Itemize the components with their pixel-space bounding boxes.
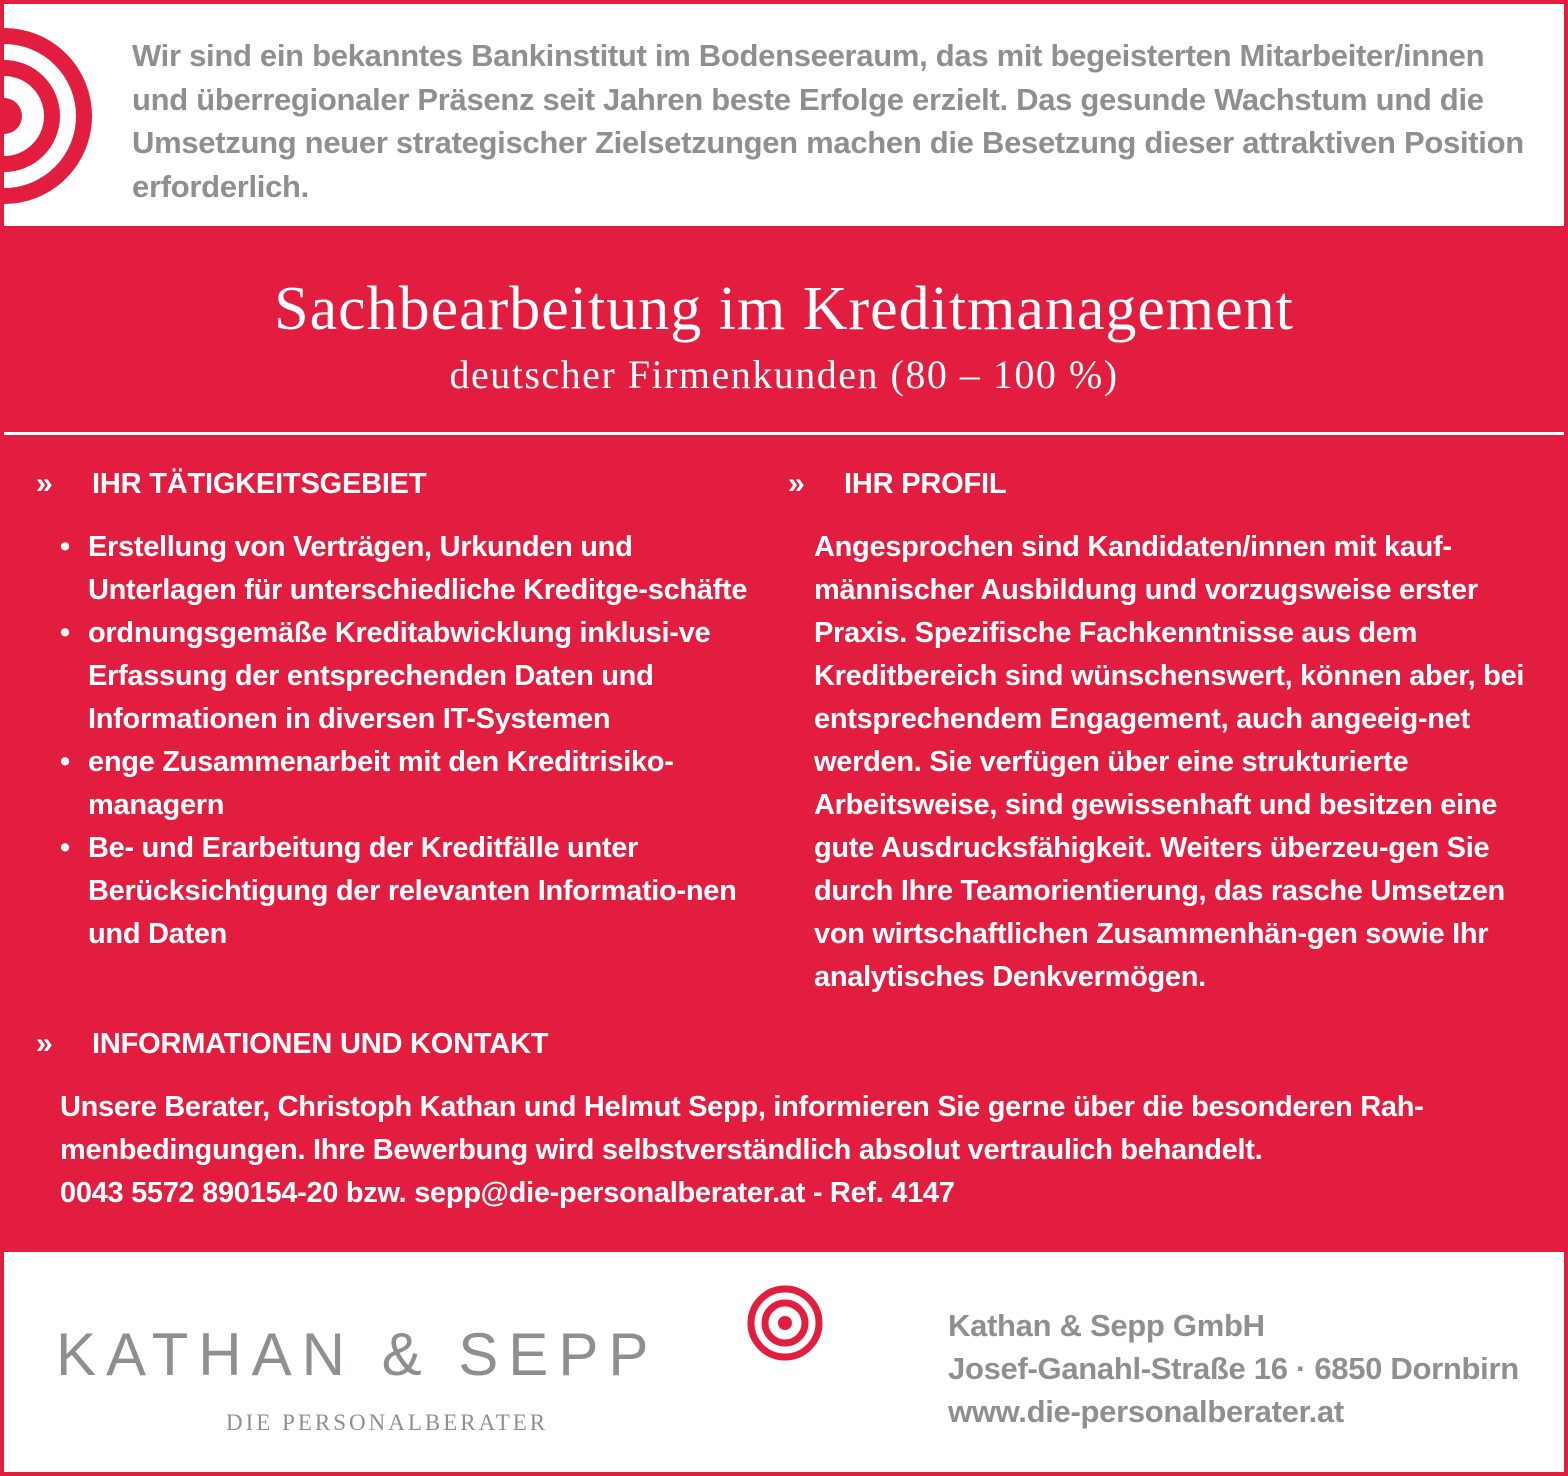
profil-heading-label: IHR PROFIL xyxy=(844,468,1007,500)
profil-text: Angesprochen sind Kandidaten/innen mit kauf-männischer Ausbildung und vorzugsweise erster Praxis. Spezifische Fachkenntnisse aus dem Kreditbereich sind wünschenswert, können aber, bei entsprechendem Engagement, auch angeeig-net werden. Sie verfügen über eine strukturierte Arbeitsweise, sind gewissenhaft und besitzen eine gute Ausdrucksfähigkeit. Weiters überzeu-gen Sie durch Ihre Teamorientierung, das rasche Umsetzen von wirtschaftlichen Zusammenhän-gen sowie Ihr analytisches Denkvermögen. xyxy=(814,531,1525,993)
list-item xyxy=(60,741,780,827)
target-icon xyxy=(4,26,104,206)
bullet-icon: • xyxy=(60,617,70,649)
job-title-block xyxy=(4,226,1564,435)
company-website[interactable]: www.die-personalberater.at xyxy=(948,1394,1344,1429)
job-subtitle: deutscher Firmenkunden (80 – 100 %) xyxy=(449,352,1119,397)
chevron-double-right-icon: » xyxy=(36,467,53,500)
list-item-text: Be- und Erarbeitung der Kreditfälle unter Berücksichtigung der relevanten Informatio-nen und Daten xyxy=(88,832,737,950)
kontakt-heading xyxy=(36,1026,548,1062)
logo-tagline: DIE PERSONALBERATER xyxy=(226,1410,549,1435)
list-item-text: enge Zusammenarbeit mit den Kreditrisiko-managern xyxy=(88,746,674,821)
list-item xyxy=(60,612,780,741)
intro-section xyxy=(4,4,1564,226)
bullet-icon: • xyxy=(60,746,70,778)
chevron-double-right-icon: » xyxy=(36,1027,53,1060)
company-name: Kathan & Sepp GmbH xyxy=(948,1308,1265,1343)
taetigkeit-heading-label: IHR TÄTIGKEITSGEBIET xyxy=(92,468,427,500)
intro-text: Wir sind ein bekanntes Bankinstitut im Bodenseeraum, das mit begeisterten Mitarbeiter/innen und überregionaler Präsenz seit Jahren beste Erfolge erzielt. Das gesunde Wachstum und die Umsetzung neuer strategischer Zielsetzungen machen die Besetzung dieser attraktiven Position erforderlich. xyxy=(132,38,1524,204)
company-street: Josef-Ganahl-Straße 16 · 6850 Dornbirn xyxy=(948,1351,1519,1386)
chevron-double-right-icon: » xyxy=(788,467,805,500)
target-icon xyxy=(746,1284,824,1362)
list-item-text: Erstellung von Verträgen, Urkunden und Unterlagen für unterschiedliche Kreditge-schäfte xyxy=(88,531,748,606)
company-address xyxy=(948,1304,1548,1433)
job-title: Sachbearbeitung im Kreditmanagement xyxy=(274,275,1294,343)
footer xyxy=(4,1252,1564,1476)
list-item xyxy=(60,827,780,956)
main-panel xyxy=(4,226,1564,1252)
list-item xyxy=(60,526,780,612)
bullet-icon: • xyxy=(60,531,70,563)
list-item-text: ordnungsgemäße Kreditabwicklung inklusi-ve Erfassung der entsprechenden Daten und Informationen in diversen IT-Systemen xyxy=(88,617,711,735)
kontakt-text: Unsere Berater, Christoph Kathan und Helmut Sepp, informieren Sie gerne über die besonderen Rah-menbedingungen. Ihre Bewerbung wird selbstverständlich absolut vertraulich behandelt. xyxy=(60,1091,1424,1166)
kontakt-line[interactable]: 0043 5572 890154-20 bzw. sepp@die-personalberater.at - Ref. 4147 xyxy=(60,1177,955,1209)
kontakt-heading-label: INFORMATIONEN UND KONTAKT xyxy=(92,1028,549,1060)
kontakt-block xyxy=(60,1086,1500,1215)
logo-wordmark: KATHAN & SEPP xyxy=(56,1321,659,1388)
taetigkeit-list xyxy=(60,526,780,956)
profil-heading xyxy=(788,466,1006,502)
bullet-icon: • xyxy=(60,832,70,864)
taetigkeit-heading xyxy=(36,466,426,502)
